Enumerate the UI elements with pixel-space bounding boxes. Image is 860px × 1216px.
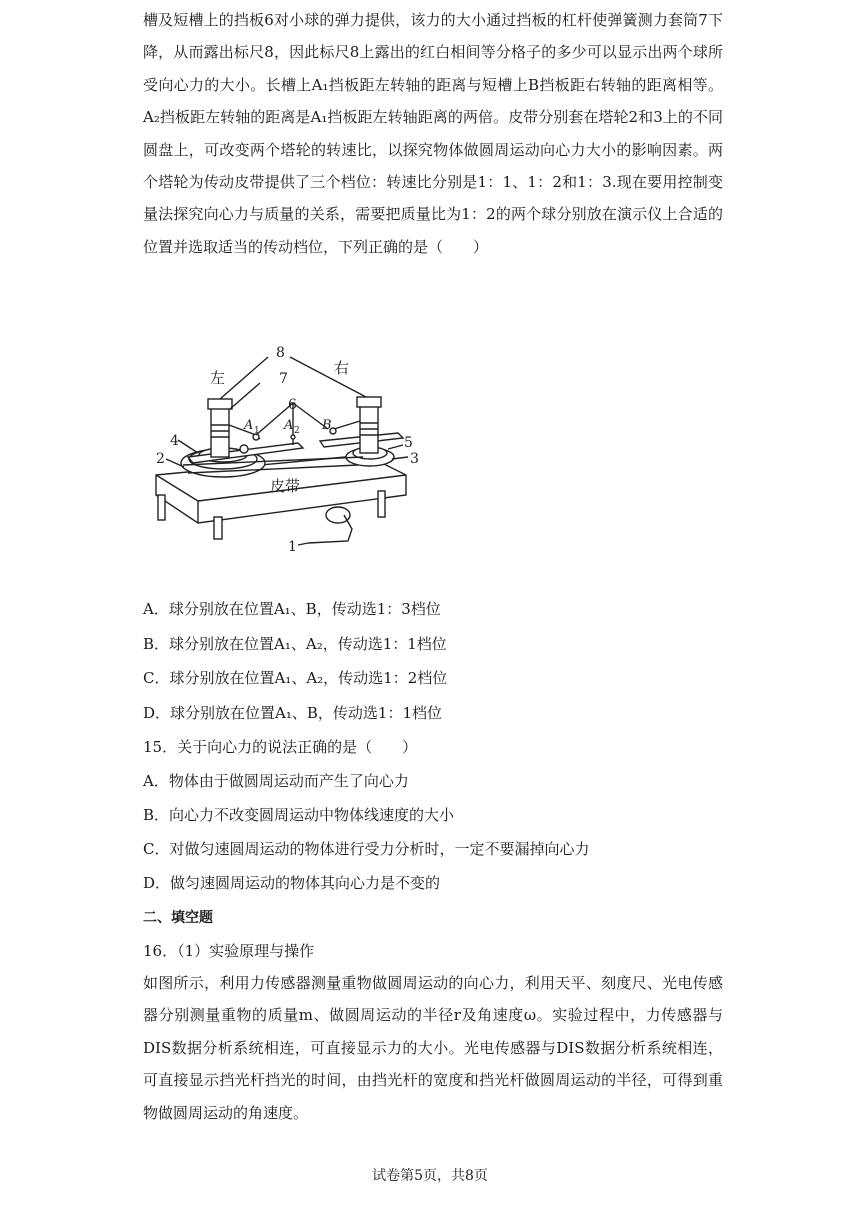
label-5: 5: [404, 435, 413, 451]
q16-body: 如图所示，利用力传感器测量重物做圆周运动的向心力，利用天平、刻度尺、光电传感器分别测量重物的质量m、做圆周运动的半径r及角速度ω。实验过程中，力传感器与DIS数据分析系统相连，可直接显示力的大小。光电传感器与DIS数据分析系统相连，可直接显示挡光杆挡光的时间，由挡光杆的宽度和挡光杆做圆周运动的半径，可得到重物做圆周运动的角速度。: [143, 974, 723, 1122]
page-footer: 试卷第5页，共8页: [372, 1168, 488, 1184]
q16-stem: 16．（1）实验原理与操作: [143, 942, 315, 960]
label-a2: A: [284, 418, 294, 433]
q15-option-b: B．向心力不改变圆周运动中物体线速度的大小: [143, 806, 455, 824]
q15-stem: 15．关于向心力的说法正确的是（ ）: [143, 738, 418, 756]
q14-option-d: D．球分别放在位置A₁、B，传动选1：1档位: [143, 704, 442, 722]
label-right: 右: [334, 359, 350, 377]
label-a1: A: [244, 418, 254, 433]
section-title: 二、填空题: [143, 910, 213, 926]
label-7: 7: [279, 371, 288, 387]
label-1: 1: [288, 539, 297, 555]
label-2: 2: [156, 451, 165, 467]
q14-option-c: C．球分别放在位置A₁、A₂，传动选1：2档位: [143, 669, 448, 687]
centripetal-force-apparatus-figure: [148, 345, 420, 560]
label-4: 4: [170, 433, 179, 449]
q14-option-b: B．球分别放在位置A₁、A₂，传动选1：1档位: [143, 635, 447, 653]
label-8: 8: [276, 345, 285, 361]
label-belt: 皮带: [270, 477, 301, 495]
q15-option-d: D．做匀速圆周运动的物体其向心力是不变的: [143, 874, 441, 892]
q14-option-a: A．球分别放在位置A₁、B，传动选1：3档位: [143, 600, 441, 618]
label-left: 左: [210, 369, 226, 387]
label-6: 6: [288, 397, 297, 413]
label-b: B: [322, 418, 332, 433]
label-3: 3: [410, 451, 419, 467]
q15-option-c: C．对做匀速圆周运动的物体进行受力分析时，一定不要漏掉向心力: [143, 840, 590, 858]
q15-option-a: A．物体由于做圆周运动而产生了向心力: [143, 772, 409, 790]
label-a1-sub: 1: [254, 426, 260, 436]
intro-paragraph: 槽及短槽上的挡板6对小球的弹力提供，该力的大小通过挡板的杠杆使弹簧测力套筒7下降，从而露出标尺8，因此标尺8上露出的红白相间等分格子的多少可以显示出两个球所受向心力的大小。长槽上A₁挡板距左转轴的距离与短槽上B挡板距右转轴的距离相等。A₂挡板距左转轴的距离是A₁挡板距左转轴距离的两倍。皮带分别套在塔轮2和3上的不同圆盘上，可改变两个塔轮的转速比，以探究物体做圆周运动向心力大小的影响因素。两个塔轮为传动皮带提供了三个档位：转速比分别是1：1、1：2和1：3.现在要用控制变量法探究向心力与质量的关系，需要把质量比为1：2的两个球分别放在演示仪上合适的位置并选取适当的传动档位，下列正确的是（ ）: [143, 11, 723, 256]
label-a2-sub: 2: [294, 426, 300, 436]
